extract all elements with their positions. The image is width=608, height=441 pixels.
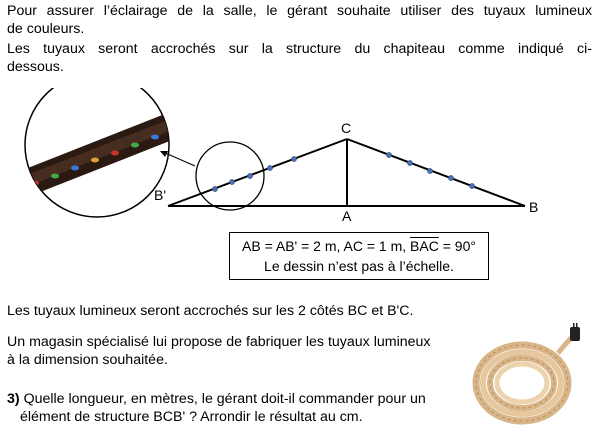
led-rope-coil-image	[470, 323, 590, 433]
caption-scale-note: Le dessin n’est pas à l’échelle.	[264, 258, 454, 274]
zoom-circle	[196, 142, 264, 210]
caption-dimensions	[230, 236, 488, 256]
question-3	[7, 390, 447, 426]
label-a: A	[342, 208, 352, 224]
label-b: B	[529, 199, 539, 215]
caption-angle-value: = 90°	[438, 238, 476, 254]
label-bprime: B'	[154, 187, 167, 203]
label-c: C	[341, 120, 352, 136]
question-line-1: Quelle longueur, en mètres, le gérant doit-il commander pour un	[19, 391, 426, 407]
figure-caption-box	[229, 232, 489, 280]
sides-paragraph: Les tuyaux lumineux seront accrochés sur les 2 côtés BC et B'C.	[7, 303, 414, 319]
shop-line-2: à la dimension souhaitée.	[7, 352, 168, 368]
intro-line-4: dessous.	[7, 59, 64, 75]
question-line-2: élément de structure BCB' ? Arrondir le résultat au cm.	[20, 409, 363, 425]
power-plug	[570, 327, 580, 341]
intro-line-2: de couleurs.	[7, 21, 85, 37]
triangle-structure	[168, 139, 525, 206]
caption-lengths: AB = AB' = 2 m, AC = 1 m,	[242, 238, 411, 254]
intro-line-3: Les tuyaux seront accrochés sur la structure du chapiteau comme indiqué ci-	[7, 41, 592, 57]
magnified-tube-view	[10, 88, 195, 217]
chapiteau-figure	[0, 88, 608, 228]
intro-line-1: Pour assurer l’éclairage de la salle, le gérant souhaite utiliser des tuyaux lumineux	[7, 3, 592, 19]
shop-line-1: Un magasin spécialisé lui propose de fabriquer les tuyaux lumineux	[7, 334, 431, 350]
question-number: 3)	[7, 391, 20, 407]
caption-angle: $\overline{BAC}$	[410, 238, 439, 254]
